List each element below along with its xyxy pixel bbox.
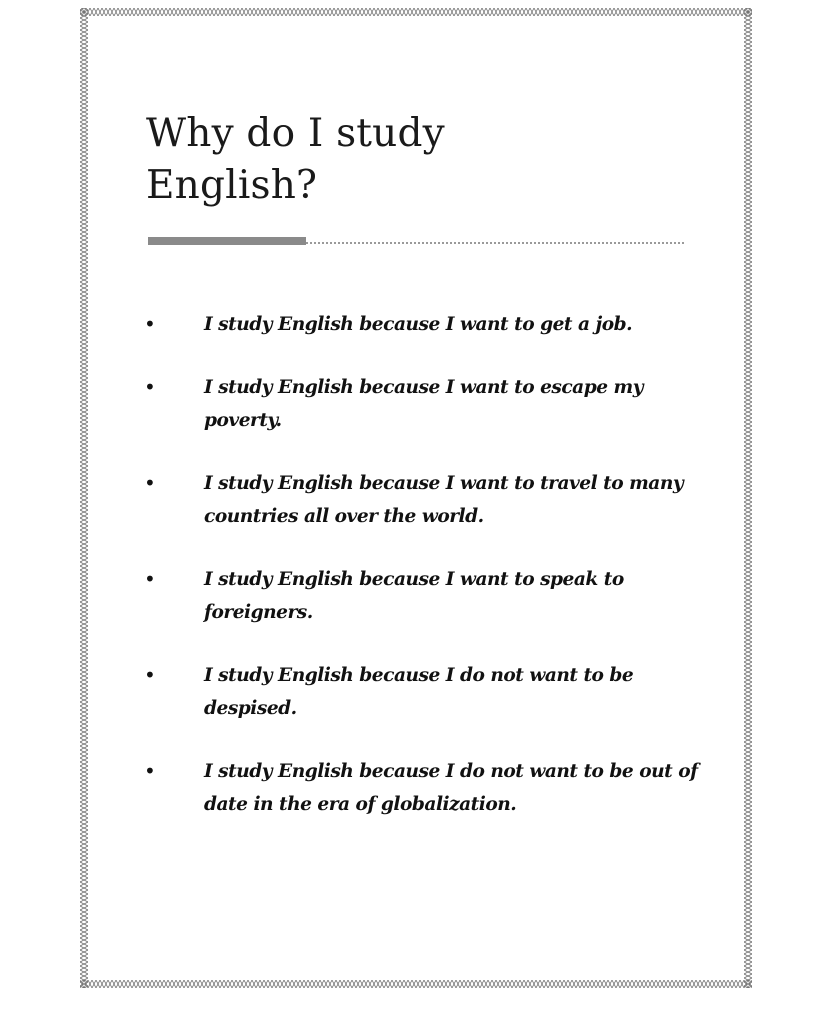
title-line: English?: [146, 163, 318, 208]
divider-solid-segment: [148, 237, 306, 245]
reason-text: I study English because I want to travel to many countries all over the world.: [204, 473, 684, 527]
reason-text: I study English because I want to escape my poverty.: [204, 377, 644, 431]
page-title: [146, 108, 566, 212]
title-divider: [148, 237, 684, 245]
bullet-icon: •: [144, 567, 156, 591]
list-item: [144, 308, 704, 341]
list-item: [144, 467, 704, 533]
page-frame: [80, 8, 752, 988]
reason-text: I study English because I do not want to be despised.: [204, 665, 634, 719]
bullet-icon: •: [144, 471, 156, 495]
bullet-icon: •: [144, 663, 156, 687]
divider-dotted-segment: [306, 242, 684, 244]
bullet-icon: •: [144, 375, 156, 399]
title-line: Why do I study: [146, 111, 445, 156]
reason-text: I study English because I want to speak to foreigners.: [204, 569, 624, 623]
bullet-icon: •: [144, 312, 156, 336]
list-item: [144, 563, 704, 629]
reason-text: I study English because I want to get a job.: [204, 314, 633, 335]
reason-text: I study English because I do not want to be out of date in the era of globalization.: [204, 761, 698, 815]
bullet-icon: •: [144, 759, 156, 783]
page-content: [80, 8, 752, 988]
list-item: [144, 659, 704, 725]
reasons-list: [144, 308, 704, 851]
list-item: [144, 371, 704, 437]
list-item: [144, 755, 704, 821]
